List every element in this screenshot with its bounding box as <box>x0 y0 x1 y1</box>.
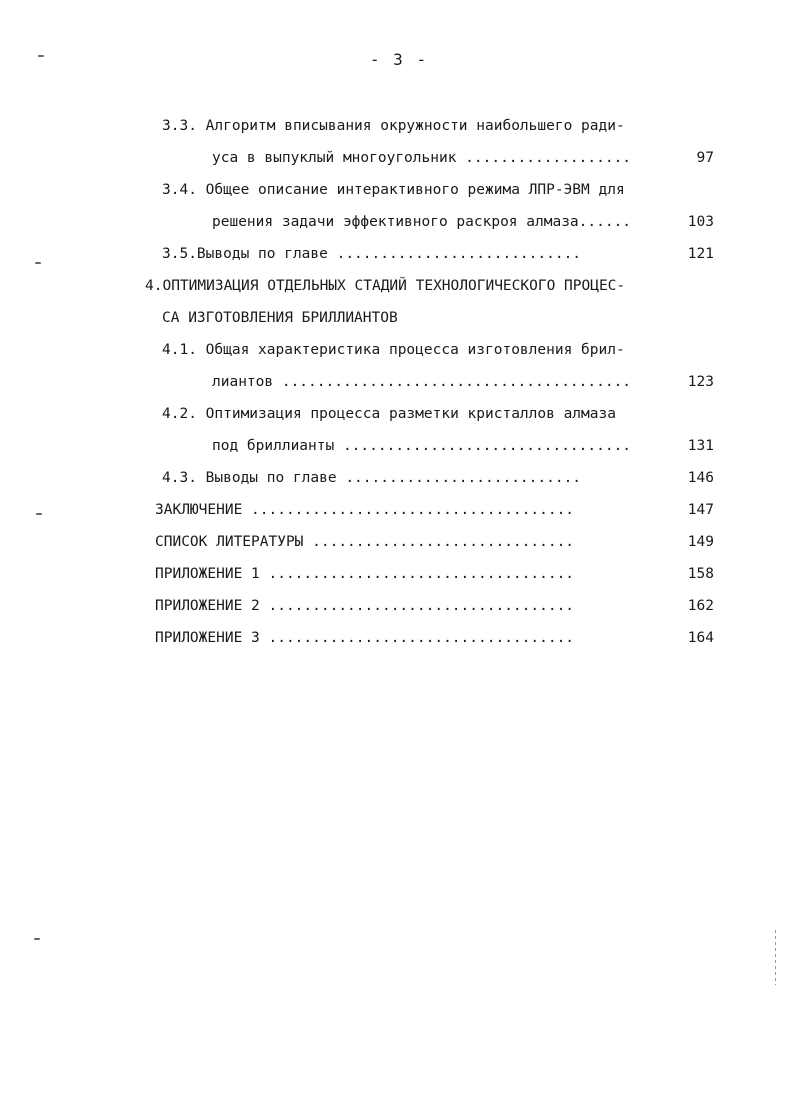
toc-entry-3-4-line1: 3.4. Общее описание интерактивного режима ЛПР-ЭВМ для <box>162 182 625 198</box>
scan-speck <box>35 262 41 264</box>
toc-entry-4-3: 4.3. Выводы по главе ........................... <box>162 470 582 486</box>
toc-chapter-4-line2: СА ИЗГОТОВЛЕНИЯ БРИЛЛИАНТОВ <box>162 310 398 326</box>
toc-page-4-3: 146 <box>687 470 714 486</box>
toc-page-references: 149 <box>687 534 714 550</box>
toc-conclusion: ЗАКЛЮЧЕНИЕ ..................................... <box>155 502 575 518</box>
scan-speck <box>34 938 40 940</box>
toc-entry-3-3-line2: уса в выпуклый многоугольник ................... <box>212 150 632 166</box>
toc-page-appendix-1: 158 <box>687 566 714 582</box>
toc-page-appendix-2: 162 <box>687 598 714 614</box>
toc-entry-4-2-line2: под бриллианты ................................. <box>212 438 632 454</box>
toc-entry-3-5: 3.5.Выводы по главе ............................ <box>162 246 582 262</box>
toc-page-4-2: 131 <box>687 438 714 454</box>
toc-page-3-5: 121 <box>687 246 714 262</box>
toc-entry-4-1-line1: 4.1. Общая характеристика процесса изготовления брил- <box>162 342 625 358</box>
toc-entry-4-2-line1: 4.2. Оптимизация процесса разметки кристаллов алмаза <box>162 406 616 422</box>
toc-page-3-4: 103 <box>687 214 714 230</box>
toc-appendix-1: ПРИЛОЖЕНИЕ 1 ................................... <box>155 566 575 582</box>
toc-entry-3-4-line2: решения задачи эффективного раскроя алмаза...... <box>212 214 632 230</box>
toc-entry-3-3-line1: 3.3. Алгоритм вписывания окружности наибольшего ради- <box>162 118 625 134</box>
scan-edge-line <box>775 930 776 985</box>
toc-page-3-3: 97 <box>696 150 714 166</box>
toc-page-conclusion: 147 <box>687 502 714 518</box>
page-number: - 3 - <box>369 50 429 69</box>
scan-speck <box>38 55 44 57</box>
toc-references: СПИСОК ЛИТЕРАТУРЫ .............................. <box>155 534 575 550</box>
toc-chapter-4-line1: 4.ОПТИМИЗАЦИЯ ОТДЕЛЬНЫХ СТАДИЙ ТЕХНОЛОГИЧЕСКОГО ПРОЦЕС- <box>145 278 626 294</box>
toc-appendix-3: ПРИЛОЖЕНИЕ 3 ................................... <box>155 630 575 646</box>
toc-appendix-2: ПРИЛОЖЕНИЕ 2 ................................... <box>155 598 575 614</box>
toc-entry-4-1-line2: лиантов ........................................ <box>212 374 632 390</box>
scan-speck <box>36 513 42 515</box>
toc-page-appendix-3: 164 <box>687 630 714 646</box>
toc-page-4-1: 123 <box>687 374 714 390</box>
